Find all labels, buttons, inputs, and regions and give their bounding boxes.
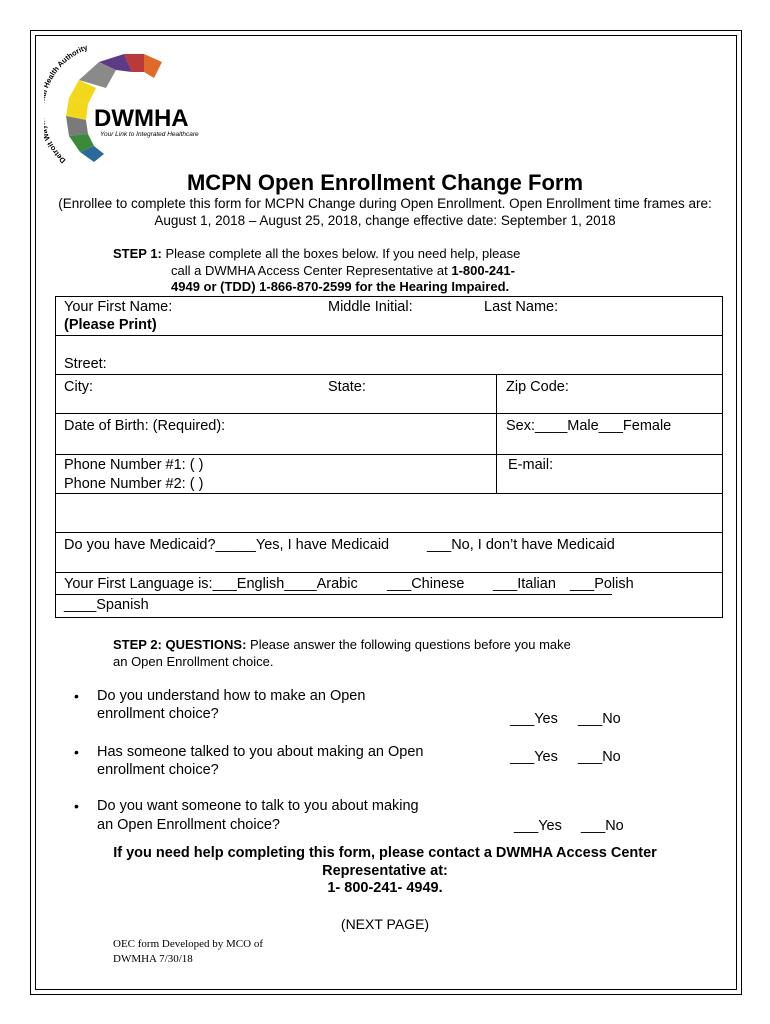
step1-label: STEP 1: xyxy=(113,246,162,261)
language-italian-option[interactable]: ___Italian xyxy=(493,576,556,592)
sex-field[interactable]: Sex:____Male___Female xyxy=(506,418,672,434)
form-title: MCPN Open Enrollment Change Form xyxy=(186,170,584,195)
question-1-line-2: enrollment choice? xyxy=(97,706,219,722)
bullet-icon: • xyxy=(74,798,79,814)
question-2-yes-option[interactable]: ___Yes xyxy=(510,749,558,765)
street-field[interactable]: Street: xyxy=(64,356,107,372)
question-1-yes-option[interactable]: ___Yes xyxy=(510,711,558,727)
please-print-note: (Please Print) xyxy=(64,317,157,333)
question-3-yes-option[interactable]: ___Yes xyxy=(514,818,562,834)
logo-arc-text: Detroit ealth Authority xyxy=(44,42,89,166)
language-spanish-option[interactable]: ____Spanish xyxy=(64,597,149,613)
subtitle-line-2: August 1, 2018 – August 25, 2018, change effective date: September 1, 2018 xyxy=(154,213,616,228)
step1-line-2 xyxy=(171,263,515,278)
question-3-line-1: Do you want someone to talk to you about making xyxy=(97,798,419,814)
help-line-1: If you need help completing this form, please contact a DWMHA Access Center xyxy=(113,845,657,861)
question-2-no-option[interactable]: ___No xyxy=(578,749,621,765)
logo-name: DWMHA xyxy=(94,105,189,132)
question-1-no-option[interactable]: ___No xyxy=(578,711,621,727)
date-of-birth-field[interactable]: Date of Birth: (Required): xyxy=(64,418,226,434)
logo-tagline: Your Link to Integrated Healthcare xyxy=(100,131,199,138)
bullet-icon: • xyxy=(74,688,79,704)
medicaid-yes-option[interactable]: Do you have Medicaid?_____Yes, I have Medicaid xyxy=(64,537,390,553)
puzzle-logo-graphic xyxy=(44,40,214,170)
language-chinese-option[interactable]: ___Chinese xyxy=(387,576,465,592)
question-1-line-1: Do you understand how to make an Open xyxy=(97,688,366,704)
step2-text-1: Please answer the following questions before you make xyxy=(246,637,571,652)
step2-line-2: an Open Enrollment choice. xyxy=(113,654,274,669)
language-polish-option[interactable]: ___Polish xyxy=(570,576,634,592)
question-3-no-option[interactable]: ___No xyxy=(581,818,624,834)
bullet-icon: • xyxy=(74,744,79,760)
step1-phone-a: 1-800-241- xyxy=(451,263,515,278)
email-field[interactable]: E-mail: xyxy=(508,457,554,473)
first-name-field[interactable]: Your First Name: xyxy=(64,299,173,315)
middle-initial-field[interactable]: Middle Initial: xyxy=(328,299,413,315)
step2-line-1 xyxy=(113,637,571,652)
question-3-line-2: an Open Enrollment choice? xyxy=(97,817,280,833)
footer-line-1: OEC form Developed by MCO of xyxy=(113,938,264,950)
question-2-line-1: Has someone talked to you about making an Open xyxy=(97,744,424,760)
enrollee-info-table xyxy=(55,296,723,618)
last-name-field[interactable]: Last Name: xyxy=(484,299,559,315)
next-page-label: (NEXT PAGE) xyxy=(340,916,430,932)
step1-text-2a: call a DWMHA Access Center Representative at xyxy=(171,263,452,278)
help-line-2: Representative at: xyxy=(322,863,448,879)
state-field[interactable]: State: xyxy=(328,379,366,395)
phone-number-2-field[interactable]: Phone Number #2: ( ) xyxy=(64,476,204,492)
city-field[interactable]: City: xyxy=(64,379,93,395)
phone-number-1-field[interactable]: Phone Number #1: ( ) xyxy=(64,457,204,473)
footer-line-2: DWMHA 7/30/18 xyxy=(113,953,193,965)
question-2-line-2: enrollment choice? xyxy=(97,762,219,778)
subtitle-line-1: (Enrollee to complete this form for MCPN Change during Open Enrollment. Open Enrollment time frames are: xyxy=(58,196,712,211)
step2-label: STEP 2: QUESTIONS: xyxy=(113,637,247,652)
zip-code-field[interactable]: Zip Code: xyxy=(506,379,569,395)
language-english-arabic-options[interactable]: Your First Language is:___English____Arabic xyxy=(64,576,358,592)
step1-text-1: Please complete all the boxes below. If you need help, please xyxy=(161,246,521,261)
dwmha-logo xyxy=(44,40,214,170)
step1-line-3: 4949 or (TDD) 1-866-870-2599 for the Hearing Impaired. xyxy=(171,279,510,294)
medicaid-no-option[interactable]: ___No, I don’t have Medicaid xyxy=(427,537,615,553)
help-phone: 1- 800-241- 4949. xyxy=(327,880,443,896)
step1-line-1 xyxy=(113,246,520,261)
